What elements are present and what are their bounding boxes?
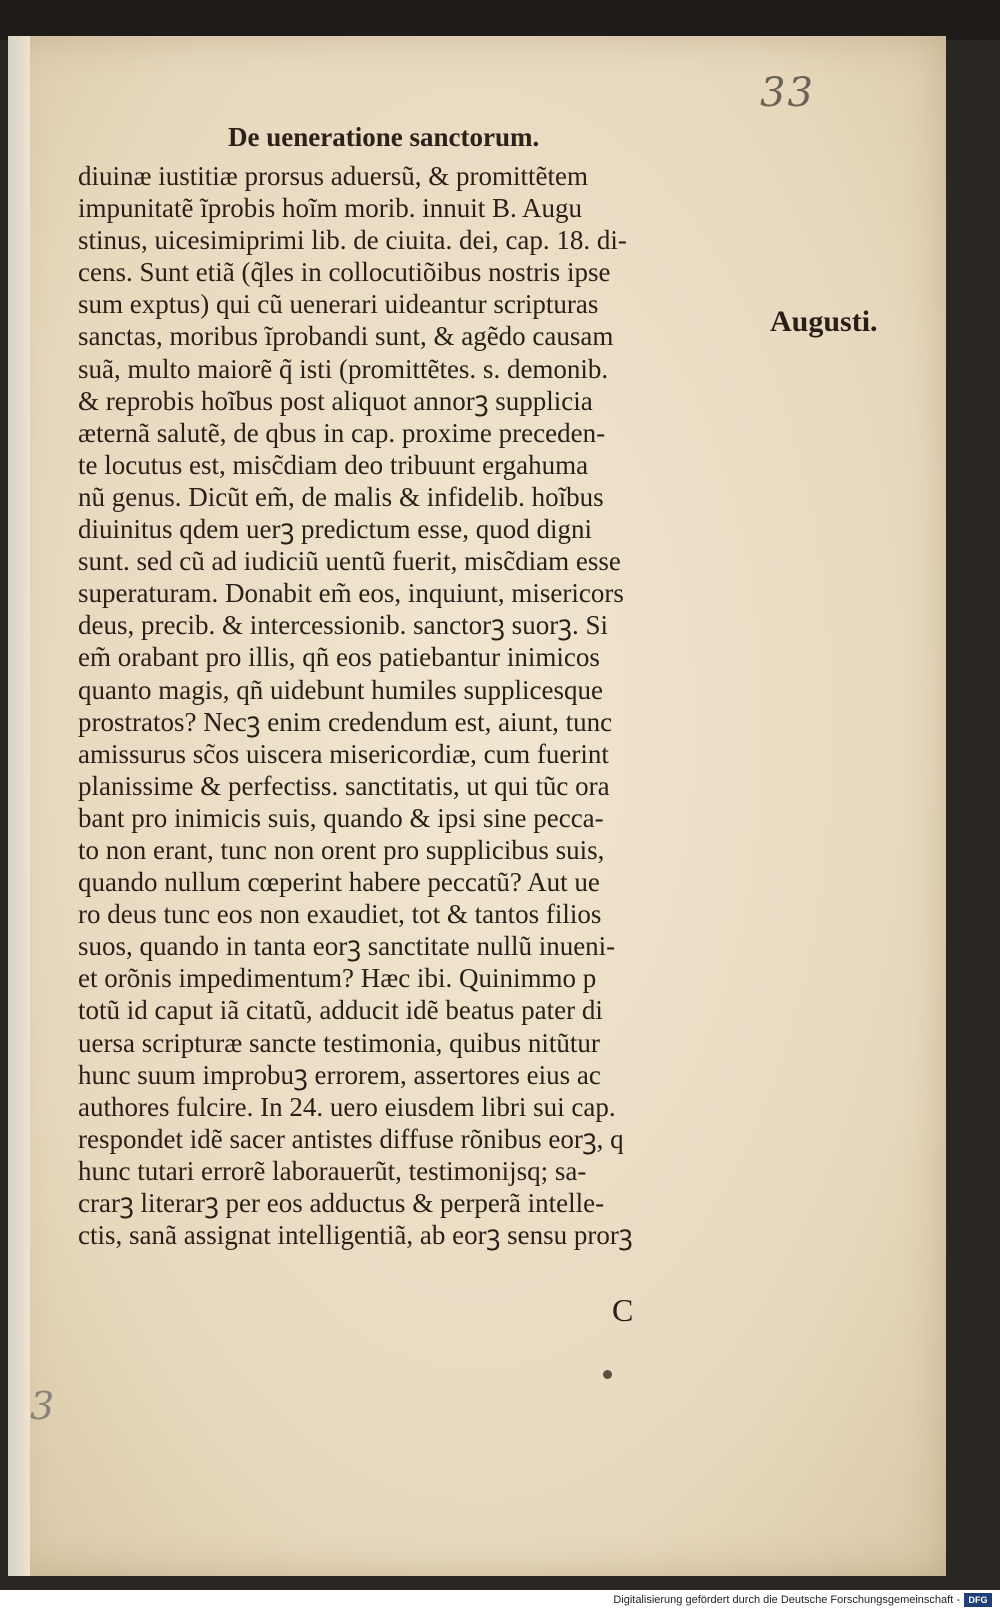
text-line: te locutus est, misc̃diam deo tribuunt ergahuma [78, 449, 589, 480]
text-line: to non erant, tunc non orent pro supplicibus suis, [78, 834, 605, 865]
margin-note: Augusti. [770, 305, 878, 338]
text-line: suos, quando in tanta eorꝫ sanctitate nullũ inueni- [78, 931, 616, 962]
scan-backdrop [0, 0, 1000, 40]
text-line: respondet idẽ sacer antistes diffuse rõnibus eorꝫ, q [78, 1123, 624, 1154]
text-line: uersa scripturæ sancte testimonia, quibus nitũtur [78, 1027, 600, 1058]
text-line: et orõnis impedimentum? Hæc ibi. Quinimmo p [78, 963, 597, 994]
body-text [78, 160, 758, 1251]
ink-dot [603, 1370, 612, 1379]
text-line: hunc suum improbuꝫ errorem, assertores eius ac [78, 1059, 601, 1090]
text-line: nũ genus. Dicũt em̃, de malis & infidelib. hoĩbus [78, 481, 604, 512]
page-number: 33 [760, 70, 815, 116]
text-line: quanto magis, qñ uidebunt humiles supplicesque [78, 674, 603, 705]
text-line: sunt. sed cũ ad iudiciũ uentũ fuerit, misc̃diam esse [78, 546, 621, 577]
text-line: authores fulcire. In 24. uero eiusdem libri sui cap. [78, 1091, 616, 1122]
signature-mark: C [612, 1292, 634, 1328]
text-line: em̃ orabant pro illis, qñ eos patiebantur inimicos [78, 642, 600, 673]
text-line: diuinæ iustitiæ prorsus aduersũ, & promittẽtem [78, 161, 588, 191]
text-line: stinus, uicesimiprimi lib. de ciuita. dei, cap. 18. di- [78, 225, 627, 256]
dfg-logo: DFG [964, 1593, 992, 1607]
text-line: diuinitus qdem uerꝫ predictum esse, quod digni [78, 514, 592, 545]
text-line: crarꝫ literarꝫ per eos adductus & perperã intelle- [78, 1188, 605, 1218]
text-line: sanctas, moribus ĩprobandi sunt, & agẽdo causam [78, 321, 614, 352]
text-line: impunitatẽ ĩprobis hoĩm morib. innuit B. Augu [78, 193, 582, 224]
text-line: bant pro inimicis suis, quando & ipsi sine pecca- [78, 802, 604, 833]
text-line: prostratos? Necꝫ enim credendum est, aiunt, tunc [78, 706, 613, 737]
pencil-mark: 3 [30, 1384, 55, 1428]
text-line: planissime & perfectiss. sanctitatis, ut qui tũc ora [78, 770, 610, 801]
text-line: quando nullum cœperint habere peccatũ? Aut ue [78, 867, 600, 898]
text-line: æternã salutẽ, de qbus in cap. proxime preceden- [78, 417, 606, 448]
text-line: ctis, sanã assignat intelligentiã, ab eorꝫ sensu prorꝫ [78, 1220, 633, 1251]
text-line: cens. Sunt etiã (q̃les in collocutiõibus nostris ipse [78, 257, 611, 288]
text-line: totũ id caput iã citatũ, adducit idẽ beatus pater di [78, 995, 603, 1026]
footer-credit: Digitalisierung gefördert durch die Deutsche Forschungsgemeinschaft - [613, 1594, 960, 1606]
text-line: suã, multo maiorẽ q̃ isti (promittẽtes. s. demonib. [78, 353, 609, 384]
text-line: superaturam. Donabit em̃ eos, inquiunt, misericors [78, 578, 624, 609]
text-line: amissurus sc̃os uiscera misericordiæ, cum fuerint [78, 738, 609, 769]
text-line: & reprobis hoĩbus post aliquot annorꝫ supplicia [78, 385, 593, 416]
text-line: hunc tutari errorẽ laborauerũt, testimonijsq; sa- [78, 1155, 587, 1186]
running-head: De ueneratione sanctorum. [228, 122, 540, 152]
text-line: sum exptus) qui cũ uenerari uideantur scripturas [78, 289, 599, 320]
text-line: ro deus tunc eos non exaudiet, tot & tantos filios [78, 899, 602, 930]
page-edge [8, 36, 30, 1576]
text-line: deus, precib. & intercessionib. sanctorꝫ suorꝫ. Si [78, 610, 608, 641]
